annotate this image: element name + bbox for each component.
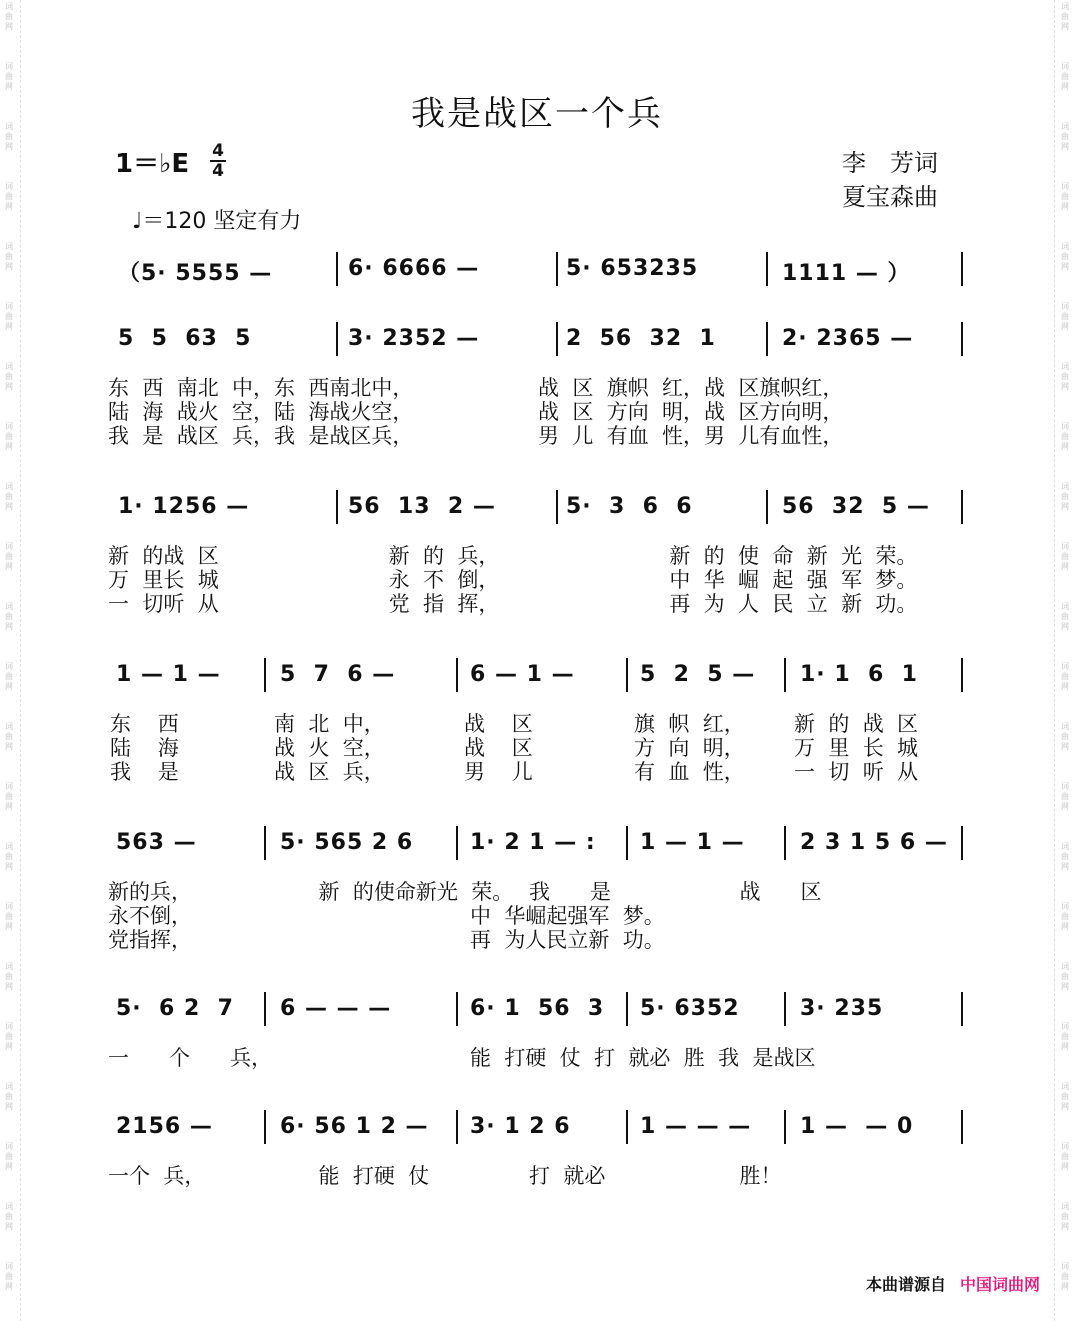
lyric-segment: 我 是	[110, 760, 179, 784]
watermark-text: 词 曲 网	[5, 1202, 13, 1231]
measure: 5· 565 2 6	[280, 830, 414, 855]
bar-line	[961, 322, 963, 356]
measure: 5 2 5 —	[640, 662, 756, 687]
watermark-text: 词 曲 网	[1061, 722, 1069, 751]
watermark-text: 词 曲 网	[1061, 842, 1069, 871]
lyric-line	[0, 756, 1074, 782]
measure: 5 7 6 —	[280, 662, 396, 687]
composer-credit: 夏宝森曲	[842, 183, 938, 211]
watermark-text: 词 曲 网	[1061, 182, 1069, 211]
lyric-line	[0, 1042, 1074, 1068]
lyric-segment: 再 为人民立新 功。	[470, 928, 665, 952]
notation-line	[0, 1110, 1074, 1150]
watermark-text: 词 曲 网	[1061, 362, 1069, 391]
lyric-segment: 中 华 崛 起 强 军 梦。	[669, 568, 918, 592]
notation-line	[0, 322, 1074, 362]
lyric-segment: 我 是 战区 兵，我 是战区兵，	[108, 424, 414, 448]
bar-line	[766, 252, 768, 286]
measure: 1 — — 0	[800, 1114, 914, 1139]
bar-line	[626, 658, 628, 692]
lyric-segment: 中 华崛起强军 梦。	[470, 904, 665, 928]
lyric-segment: 新 的 兵，	[388, 544, 500, 568]
watermark-text: 词 曲 网	[1061, 542, 1069, 571]
measure: 5 5 63 5	[118, 326, 252, 351]
watermark-text: 词 曲 网	[1061, 662, 1069, 691]
watermark-text: 词 曲 网	[5, 1142, 13, 1171]
lyric-line	[0, 708, 1074, 734]
measure: 5· 653235	[566, 256, 699, 281]
lyric-segment: 方 向 明，	[634, 736, 745, 760]
watermark-text: 词 曲 网	[5, 2, 13, 31]
bar-line	[336, 322, 338, 356]
measure: 3· 2352 —	[348, 326, 480, 351]
watermark-text: 词 曲 网	[5, 482, 13, 511]
watermark-text: 词 曲 网	[1061, 2, 1069, 31]
lyric-segment: 陆 海 战火 空，陆 海战火空，	[108, 400, 414, 424]
watermark-text: 词 曲 网	[5, 62, 13, 91]
lyric-segment: 一个 兵，	[108, 1164, 206, 1188]
watermark-text: 词 曲 网	[5, 122, 13, 151]
lyric-segment: 战 区	[464, 736, 533, 760]
measure: 1 — 1 —	[640, 830, 745, 855]
watermark-text: 词 曲 网	[5, 1082, 13, 1111]
watermark-text: 词 曲 网	[1061, 602, 1069, 631]
measure: 3· 1 2 6	[470, 1114, 571, 1139]
lyric-segment: 战 区	[739, 880, 822, 904]
bar-line	[961, 658, 963, 692]
lyric-segment: 党指挥，	[108, 928, 192, 952]
watermark-text: 词 曲 网	[5, 362, 13, 391]
lyric-segment: 战 区 旗帜 红，战 区旗帜红，	[538, 376, 844, 400]
notation-line	[0, 826, 1074, 866]
bar-line	[264, 658, 266, 692]
bar-line	[766, 490, 768, 524]
lyric-line	[0, 420, 1074, 446]
bar-line	[556, 252, 558, 286]
measure: 2156 —	[116, 1114, 213, 1139]
watermark-text: 词 曲 网	[1061, 962, 1069, 991]
bar-line	[961, 490, 963, 524]
lyric-segment: 东 西 南北 中，东 西南北中，	[108, 376, 414, 400]
measure: 6· 6666 —	[348, 256, 480, 281]
watermark-text: 词 曲 网	[5, 902, 13, 931]
lyric-segment: 打 就必	[529, 1164, 606, 1188]
measure: 6 — 1 —	[470, 662, 575, 687]
song-title: 我是战区一个兵	[411, 94, 663, 134]
notation-line	[0, 992, 1074, 1032]
watermark-text: 词 曲 网	[1061, 1262, 1069, 1291]
lyric-line	[0, 564, 1074, 590]
bar-line	[456, 826, 458, 860]
lyric-segment: 旗 帜 红，	[634, 712, 745, 736]
notation-line	[0, 658, 1074, 698]
lyric-segment: 战 区	[464, 712, 533, 736]
measure: 56 13 2 —	[348, 494, 496, 519]
watermark-text: 词 曲 网	[1061, 422, 1069, 451]
lyric-segment: 胜！	[739, 1164, 782, 1188]
bar-line	[264, 1110, 266, 1144]
lyric-segment: 党 指 挥，	[388, 592, 500, 616]
lyric-segment: 永 不 倒，	[388, 568, 500, 592]
lyric-segment: 有 血 性，	[634, 760, 745, 784]
lyric-line	[0, 372, 1074, 398]
watermark-text: 词 曲 网	[1061, 1022, 1069, 1051]
lyric-segment: 战 区 兵，	[274, 760, 385, 784]
watermark-text: 词 曲 网	[5, 422, 13, 451]
watermark-text: 词 曲 网	[5, 782, 13, 811]
lyric-segment: 战 区 方向 明，战 区方向明，	[538, 400, 844, 424]
lyric-segment: 新 的 使 命 新 光 荣。	[669, 544, 918, 568]
watermark-text: 词 曲 网	[5, 302, 13, 331]
measure: 1 — — —	[640, 1114, 752, 1139]
watermark-text: 词 曲 网	[5, 1022, 13, 1051]
lyric-line	[0, 396, 1074, 422]
lyric-segment: 一 切听 从	[108, 592, 219, 616]
bar-line	[556, 322, 558, 356]
bar-line	[456, 658, 458, 692]
lyric-line	[0, 588, 1074, 614]
source-site: 中国词曲网	[959, 1275, 1040, 1294]
lyric-segment: 南 北 中，	[274, 712, 385, 736]
notation-line	[0, 490, 1074, 530]
bar-line	[784, 658, 786, 692]
measure: 2· 2365 —	[782, 326, 914, 351]
bar-line	[264, 826, 266, 860]
measure: 563 —	[116, 830, 197, 855]
measure: 56 32 5 —	[782, 494, 930, 519]
measure: （5· 5555 —	[118, 261, 273, 286]
bar-line	[456, 992, 458, 1026]
lyric-line	[0, 924, 1074, 950]
measure: 6 — — —	[280, 996, 392, 1021]
watermark-text: 词 曲 网	[5, 962, 13, 991]
measure: 5· 6352	[640, 996, 740, 1021]
measure: 5· 6 2 7	[116, 996, 234, 1021]
measure: 2 3 1 5 6 —	[800, 830, 948, 855]
lyric-segment: 一 切 听 从	[794, 760, 919, 784]
bar-line	[264, 992, 266, 1026]
lyric-segment: 新 的 战 区	[794, 712, 919, 736]
watermark-text: 词 曲 网	[5, 722, 13, 751]
measure: 6· 56 1 2 —	[280, 1114, 429, 1139]
lyric-segment: 永不倒，	[108, 904, 192, 928]
bar-line	[766, 322, 768, 356]
watermark-text: 词 曲 网	[5, 842, 13, 871]
watermark-text: 词 曲 网	[5, 602, 13, 631]
lyric-segment: 战 火 空，	[274, 736, 385, 760]
lyric-segment: 新 的战 区	[108, 544, 219, 568]
lyricist-credit: 李 芳词	[842, 149, 938, 177]
measure: 5· 3 6 6	[566, 494, 693, 519]
watermark-text: 词 曲 网	[1061, 122, 1069, 151]
lyric-line	[0, 540, 1074, 566]
lyric-segment: 万 里长 城	[108, 568, 219, 592]
bar-line	[556, 490, 558, 524]
bar-line	[626, 1110, 628, 1144]
watermark-text: 词 曲 网	[5, 182, 13, 211]
lyric-segment: 东 西	[110, 712, 179, 736]
lyric-segment: 万 里 长 城	[794, 736, 919, 760]
measure: 1· 1256 —	[118, 494, 250, 519]
bar-line	[784, 826, 786, 860]
lyric-segment: 新的兵，	[108, 880, 192, 904]
measure: 1· 2 1 — :	[470, 830, 596, 855]
lyric-segment: 陆 海	[110, 736, 179, 760]
lyric-segment: 我 是	[529, 880, 612, 904]
source-label: 本曲谱源自	[865, 1275, 946, 1294]
lyric-segment: 能 打硬 仗 打 就必 胜 我 是战区	[470, 1046, 816, 1070]
bar-line	[961, 252, 963, 286]
lyric-segment: 男 儿	[464, 760, 533, 784]
watermark-text: 词 曲 网	[5, 542, 13, 571]
bar-line	[626, 826, 628, 860]
time-signature	[210, 143, 226, 179]
bar-line	[961, 826, 963, 860]
watermark-text: 词 曲 网	[1061, 62, 1069, 91]
notation-line	[0, 252, 1074, 292]
watermark-text: 词 曲 网	[1061, 782, 1069, 811]
watermark-text: 词 曲 网	[1061, 1082, 1069, 1111]
watermark-text: 词 曲 网	[1061, 1142, 1069, 1171]
key-signature: 1＝♭E	[115, 149, 190, 179]
watermark-text: 词 曲 网	[1061, 302, 1069, 331]
watermark-text: 词 曲 网	[5, 242, 13, 271]
bar-line	[784, 992, 786, 1026]
watermark-text: 词 曲 网	[5, 662, 13, 691]
lyric-segment: 男 儿 有血 性，男 儿有血性，	[538, 424, 844, 448]
bar-line	[784, 1110, 786, 1144]
measure: 1111 — ）	[782, 261, 911, 286]
watermark-text: 词 曲 网	[5, 1262, 13, 1291]
bar-line	[336, 252, 338, 286]
time-top: 4	[212, 141, 224, 161]
bar-line	[961, 992, 963, 1026]
watermark-text: 词 曲 网	[1061, 242, 1069, 271]
lyric-line	[0, 876, 1074, 902]
measure: 3· 235	[800, 996, 884, 1021]
measure: 6· 1 56 3	[470, 996, 605, 1021]
watermark-text: 词 曲 网	[1061, 1202, 1069, 1231]
lyric-segment: 再 为 人 民 立 新 功。	[669, 592, 918, 616]
tempo-marking: ♩＝120 坚定有力	[132, 209, 302, 234]
measure: 2 56 32 1	[566, 326, 716, 351]
time-bottom: 4	[212, 161, 224, 181]
watermark-text: 词 曲 网	[1061, 482, 1069, 511]
measure: 1 — 1 —	[116, 662, 221, 687]
lyric-line	[0, 900, 1074, 926]
bar-line	[961, 1110, 963, 1144]
lyric-line	[0, 732, 1074, 758]
lyric-segment: 一 个 兵，	[108, 1046, 273, 1070]
bar-line	[456, 1110, 458, 1144]
source-footer	[866, 1272, 1040, 1295]
lyric-segment: 新 的使命新光 荣。	[318, 880, 514, 904]
lyric-line	[0, 1160, 1074, 1186]
bar-line	[336, 490, 338, 524]
lyric-segment: 能 打硬 仗	[318, 1164, 430, 1188]
watermark-text: 词 曲 网	[1061, 902, 1069, 931]
bar-line	[626, 992, 628, 1026]
measure: 1· 1 6 1	[800, 662, 918, 687]
